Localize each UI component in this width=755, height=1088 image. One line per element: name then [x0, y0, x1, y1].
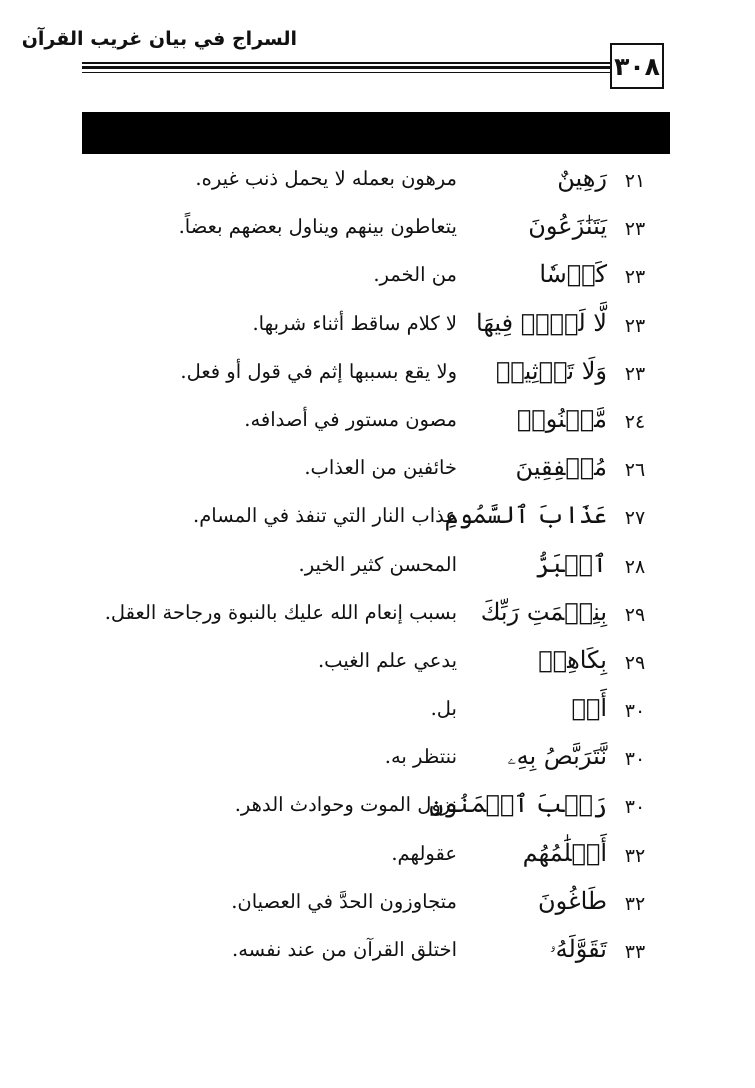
verse-number: ٢٨: [624, 555, 646, 578]
glossary-row: [0, 736, 755, 784]
word-meaning: اختلق القرآن من عند نفسه.: [232, 938, 457, 961]
glossary-row: [0, 929, 755, 977]
quran-word: بِكَاهِنٖ: [538, 645, 607, 674]
quran-word: أَحۡلَٰمُهُم: [522, 838, 607, 867]
verse-number: ٣٠: [624, 748, 646, 771]
word-meaning: ننتظر به.: [384, 745, 457, 769]
word-meaning: خائفين من العذاب.: [304, 456, 457, 480]
verse-number: ٢٩: [624, 651, 646, 674]
running-head-title: السراج في بيان غريب القرآن: [21, 28, 297, 50]
verse-number: ٣٠: [624, 796, 646, 819]
verse-number: ٢٩: [624, 603, 646, 626]
verse-number: ٣٢: [624, 892, 646, 915]
word-meaning: عذاب النار التي تنفذ في المسام.: [193, 504, 457, 528]
word-meaning: المحسن كثير الخير.: [298, 552, 457, 576]
verse-number: ٣٣: [624, 941, 646, 963]
verse-number: ٢٣: [624, 218, 646, 241]
quran-word: بِنِعۡمَتِ رَبِّكَ: [480, 597, 607, 626]
word-meaning: نزول الموت وحوادث الدهر.: [234, 793, 457, 817]
glossary-row: [0, 399, 755, 447]
glossary-row: [0, 592, 755, 640]
quran-word: مُشۡفِقِينَ: [515, 453, 607, 482]
quran-word: أَمۡ: [571, 694, 607, 723]
header-rule: [82, 62, 610, 64]
verse-number: ٢٣: [624, 314, 646, 337]
verse-number: ٢١: [624, 170, 646, 192]
word-meaning: بل.: [430, 697, 457, 721]
word-meaning: مصون مستور في أصدافه.: [244, 407, 457, 431]
verse-number: ٢٤: [624, 410, 646, 433]
glossary-row: [0, 447, 755, 495]
verse-number: ٣٠: [624, 700, 646, 723]
glossary-row: [0, 881, 755, 929]
glossary-row: [0, 833, 755, 881]
word-meaning: يدعي علم الغيب.: [317, 648, 457, 672]
glossary-row: [0, 640, 755, 688]
glossary-row: [0, 784, 755, 832]
glossary-row: [0, 544, 755, 592]
verse-number: ٢٧: [624, 507, 646, 530]
header-rule: [82, 72, 610, 73]
quran-word: كَأۡسٗا: [539, 260, 607, 289]
black-header-band: [82, 112, 670, 154]
word-meaning: يتعاطون بينهم ويناول بعضهم بعضاً.: [178, 215, 457, 239]
quran-word: لَّا لَغۡوٞ فِيهَا: [476, 308, 607, 337]
quran-word: ٱلۡبَرُّ: [536, 549, 607, 578]
quran-word: عَذَابَ ٱلسَّمُومِ: [444, 501, 607, 530]
header-rule: [82, 66, 610, 69]
verse-number: ٢٦: [624, 459, 646, 482]
word-meaning: مرهون بعمله لا يحمل ذنب غيره.: [195, 167, 457, 190]
glossary-row: [0, 688, 755, 736]
quran-word: تَقَوَّلَهُۥ: [549, 935, 607, 963]
glossary-row: [0, 206, 755, 254]
verse-number: ٣٢: [624, 844, 646, 867]
word-meaning: بسبب إنعام الله عليك بالنبوة ورجاحة العقل.: [104, 600, 457, 624]
quran-word: نَّتَرَبَّصُ بِهِۦ: [507, 742, 607, 771]
verse-number: ٢٣: [624, 266, 646, 289]
word-meaning: من الخمر.: [373, 263, 457, 287]
word-meaning: لا كلام ساقط أثناء شربها.: [252, 311, 457, 335]
quran-word: رَهِينٌ: [557, 164, 607, 192]
quran-word: وَلَا تَأۡثِيمٞ: [495, 356, 607, 385]
quran-word: مَّكۡنُونٞ: [516, 404, 607, 433]
word-meaning: عقولهم.: [391, 841, 457, 865]
quran-word: طَاغُونَ: [538, 886, 607, 915]
glossary-row: [0, 303, 755, 351]
quran-word: يَتَنَٰزَعُونَ: [528, 212, 607, 241]
word-meaning: متجاوزون الحدَّ في العصيان.: [231, 889, 457, 913]
glossary-row: [0, 351, 755, 399]
verse-number: ٢٣: [624, 362, 646, 385]
glossary-row: [0, 495, 755, 543]
page-number: ٣٠٨: [610, 43, 664, 89]
glossary-row: [0, 254, 755, 302]
glossary-row: [0, 158, 755, 206]
word-meaning: ولا يقع بسببها إثم في قول أو فعل.: [180, 359, 457, 383]
quran-word: رَيۡبَ ٱلۡمَنُونِ: [429, 790, 607, 819]
glossary-list: [0, 158, 755, 977]
